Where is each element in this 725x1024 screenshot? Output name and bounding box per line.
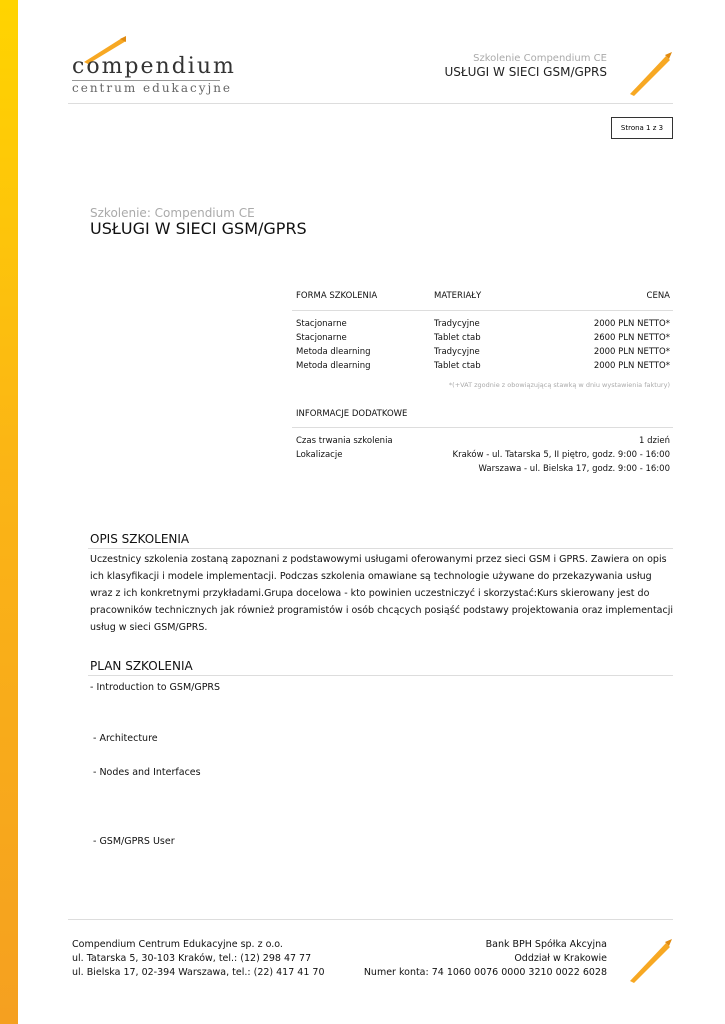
footer-address-krakow: ul. Tatarska 5, 30-103 Kraków, tel.: (12) 298 47 77 — [72, 953, 312, 964]
page-number-box: Strona 1 z 3 — [611, 117, 673, 139]
col-header-price: CENA — [646, 291, 670, 301]
header-subtitle: Szkolenie Compendium CE — [473, 53, 607, 64]
plan-item: - GSM/GPRS User — [93, 836, 175, 847]
description-rule — [88, 548, 673, 549]
plan-item: - Architecture — [93, 733, 158, 744]
col-header-form: FORMA SZKOLENIA — [296, 291, 378, 301]
footer-rule — [68, 919, 673, 920]
header-title: USŁUGI W SIECI GSM/GPRS — [444, 65, 607, 79]
footer-bank-name: Bank BPH Spółka Akcyjna — [485, 939, 607, 950]
footer-pencil-icon — [628, 937, 674, 983]
row-form: Stacjonarne — [296, 333, 347, 343]
logo-tagline: centrum edukacyjne — [72, 81, 233, 95]
vat-note: *(+VAT zgodnie z obowiązującą stawką w dniu wystawienia faktury) — [448, 381, 670, 389]
footer-account-number: Numer konta: 74 1060 0076 0000 3210 0022 6028 — [363, 967, 607, 978]
footer-bank-branch: Oddział w Krakowie — [514, 953, 607, 964]
info-rule — [292, 427, 673, 428]
footer-address-warszawa: ul. Bielska 17, 02-394 Warszawa, tel.: (22) 417 41 70 — [72, 967, 325, 978]
table-header-rule — [292, 310, 673, 311]
row-form: Metoda dlearning — [296, 361, 371, 371]
location-warszawa: Warszawa - ul. Bielska 17, godz. 9:00 - 16:00 — [478, 464, 670, 474]
left-accent-stripe — [0, 0, 18, 1024]
info-heading: INFORMACJE DODATKOWE — [296, 409, 408, 419]
training-label: Szkolenie: Compendium CE — [90, 206, 255, 220]
logo-wordmark: compendium — [72, 54, 236, 79]
description-heading: OPIS SZKOLENIA — [90, 532, 190, 546]
row-price: 2000 PLN NETTO* — [593, 319, 670, 329]
row-price: 2000 PLN NETTO* — [593, 347, 670, 357]
plan-item: - Nodes and Interfaces — [93, 767, 201, 778]
footer-company-name: Compendium Centrum Edukacyjne sp. z o.o. — [72, 939, 283, 950]
plan-heading: PLAN SZKOLENIA — [90, 659, 193, 673]
row-form: Stacjonarne — [296, 319, 347, 329]
location-label: Lokalizacje — [296, 450, 343, 460]
row-form: Metoda dlearning — [296, 347, 371, 357]
row-price: 2600 PLN NETTO* — [593, 333, 670, 343]
duration-label: Czas trwania szkolenia — [296, 436, 393, 446]
location-krakow: Kraków - ul. Tatarska 5, II piętro, godz. 9:00 - 16:00 — [452, 450, 670, 460]
header-rule — [68, 103, 673, 104]
row-materials: Tradycyjne — [434, 319, 480, 329]
col-header-materials: MATERIAŁY — [434, 291, 482, 301]
row-materials: Tablet ctab — [434, 333, 481, 343]
header-pencil-icon — [628, 50, 674, 96]
row-materials: Tradycyjne — [434, 347, 480, 357]
duration-value: 1 dzień — [639, 436, 670, 446]
plan-item: - Introduction to GSM/GPRS — [90, 682, 221, 693]
description-text: Uczestnicy szkolenia zostaną zapoznani z podstawowymi usługami oferowanymi przez sieci GSM i GPRS. Zawiera on opis ich klasyfikacji i modele implementacji. Podczas szkolenia omawiane są technologie używane do przekazywania usług wraz z ich konkretnymi przykładami.Grupa docelowa - kto powinien uczestniczyć i skorzystać:Kurs skierowany jest do pracowników technicznych jak również programistów i osób chcących posiąść podstawy projektowania oraz implementacji usług w sieci GSM/GPRS. — [90, 554, 674, 633]
training-title: USŁUGI W SIECI GSM/GPRS — [90, 219, 307, 238]
row-price: 2000 PLN NETTO* — [593, 361, 670, 371]
footer-company — [72, 938, 324, 980]
plan-rule — [88, 675, 673, 676]
footer-bank — [364, 938, 607, 980]
row-materials: Tablet ctab — [434, 361, 481, 371]
